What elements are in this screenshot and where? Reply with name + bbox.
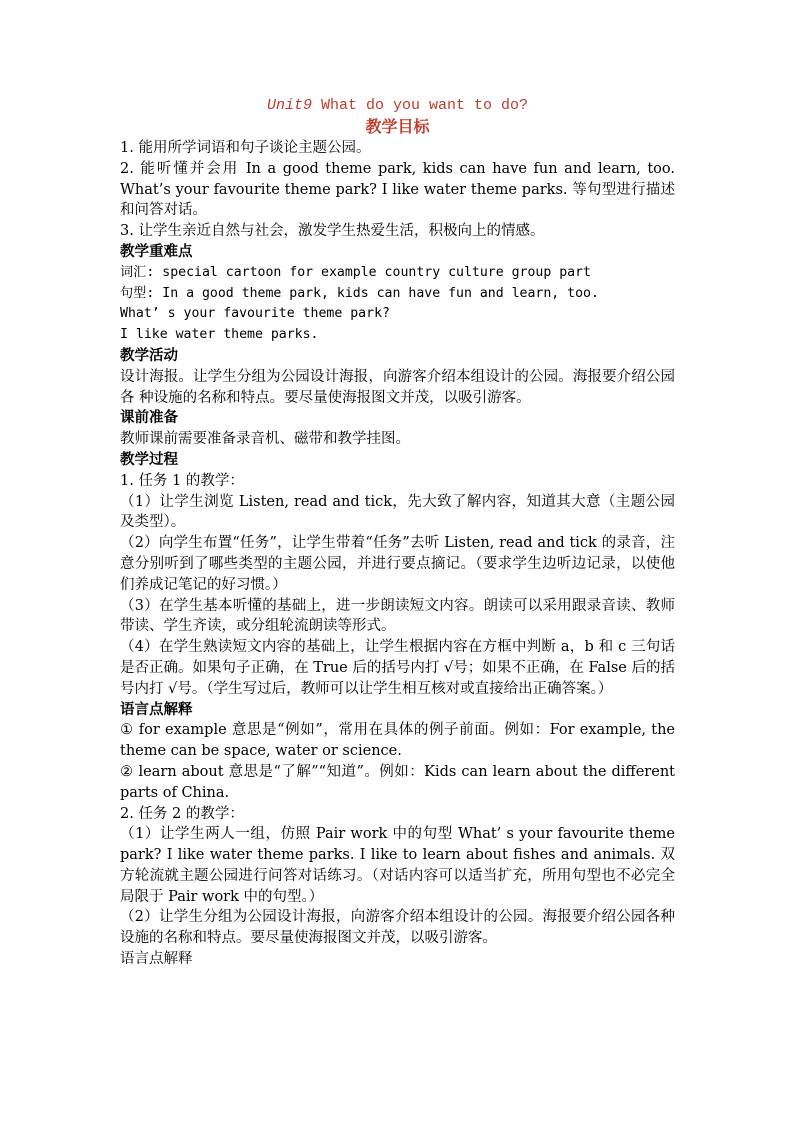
task-heading: 1. 任务 1 的教学： <box>120 472 244 489</box>
section-heading-language-points: 语言点解释 <box>120 951 193 968</box>
document-title <box>120 96 675 116</box>
task-step: （1）让学生浏览 Listen, read and tick，先大致了解内容，知道其大意（主题公园及类型）。 <box>120 493 675 531</box>
section-heading-preparation: 课前准备 <box>120 409 178 427</box>
title-text: What do you want to do? <box>320 97 529 114</box>
task-step: （4）在学生熟读短文内容的基础上，让学生根据内容在方框中判断 a，b 和 c 三句话是否正确。如果句子正确，在 True 后的括号内打 √号；如果不正确，在 False 后的括号内打 √号。（学生写过后，教师可以让学生相互核对或直接给出正确答案。） <box>120 639 675 697</box>
preparation-text: 教师课前需要准备录音机、磁带和教学挂图。 <box>120 431 410 448</box>
title-unit: Unit9 <box>266 97 312 114</box>
task-step: （3）在学生基本听懂的基础上，进一步朗读短文内容。朗读可以采用跟录音读、教师带读、学生齐读，或分组轮流朗读等形式。 <box>120 597 675 635</box>
section-heading-goals: 教学目标 <box>365 117 430 136</box>
sentence-pattern-line: I like water theme parks. <box>120 327 319 343</box>
activity-text: 设计海报。让学生分组为公园设计海报，向游客介绍本组设计的公园。海报要介绍公园各 种设施的名称和特点。要尽量使海报图文并茂，以吸引游客。 <box>120 368 675 406</box>
task-step: （2）向学生布置“任务”，让学生带着“任务”去听 Listen, read and tick 的录音，注意分别听到了哪些类型的主题公园，并进行要点摘记。（要求学生边听边记录，以使他们养成记笔记的好习惯。） <box>120 535 675 593</box>
language-point: ① for example 意思是“例如”，常用在具体的例子前面。例如：For example, the theme can be space, water or science. <box>120 722 675 760</box>
language-point: ② learn about 意思是“了解”“知道”。例如：Kids can learn about the different parts of China. <box>120 763 675 801</box>
task-step: （2）让学生分组为公园设计海报，向游客介绍本组设计的公园。海报要介绍公园各种设施的名称和特点。要尽量使海报图文并茂，以吸引游客。 <box>120 909 675 947</box>
section-heading-key-points: 教学重难点 <box>120 242 193 260</box>
vocabulary-line: 词汇: special cartoon for example country culture group part <box>120 264 591 280</box>
goal-item: 2. 能听懂并会用 In a good theme park, kids can have fun and learn, too. What’s your favourite theme park? I like water theme parks. 等句型进行描述和问答对话。 <box>120 160 675 219</box>
goal-item: 3. 让学生亲近自然与社会，激发学生热爱生活，积极向上的情感。 <box>120 223 545 240</box>
section-heading-language-points: 语言点解释 <box>120 700 193 718</box>
sentence-pattern-line: What’ s your favourite theme park? <box>120 306 390 322</box>
goal-item: 1. 能用所学词语和句子谈论主题公园。 <box>120 140 371 156</box>
section-heading-process: 教学过程 <box>120 450 178 468</box>
document-body <box>120 96 675 970</box>
task-heading: 2. 任务 2 的教学： <box>120 805 244 822</box>
section-heading-activity: 教学活动 <box>120 346 178 364</box>
sentence-pattern-line: 句型: In a good theme park, kids can have fun and learn, too. <box>120 285 599 301</box>
task-step: （1）让学生两人一组，仿照 Pair work 中的句型 What’ s your favourite theme park? I like water theme parks. I like to learn about fishes and animals. 双方轮流就主题公园进行问答对话练习。（对话内容可以适当扩充，所用句型也不必完全局限于 Pair work 中的句型。） <box>120 826 675 905</box>
